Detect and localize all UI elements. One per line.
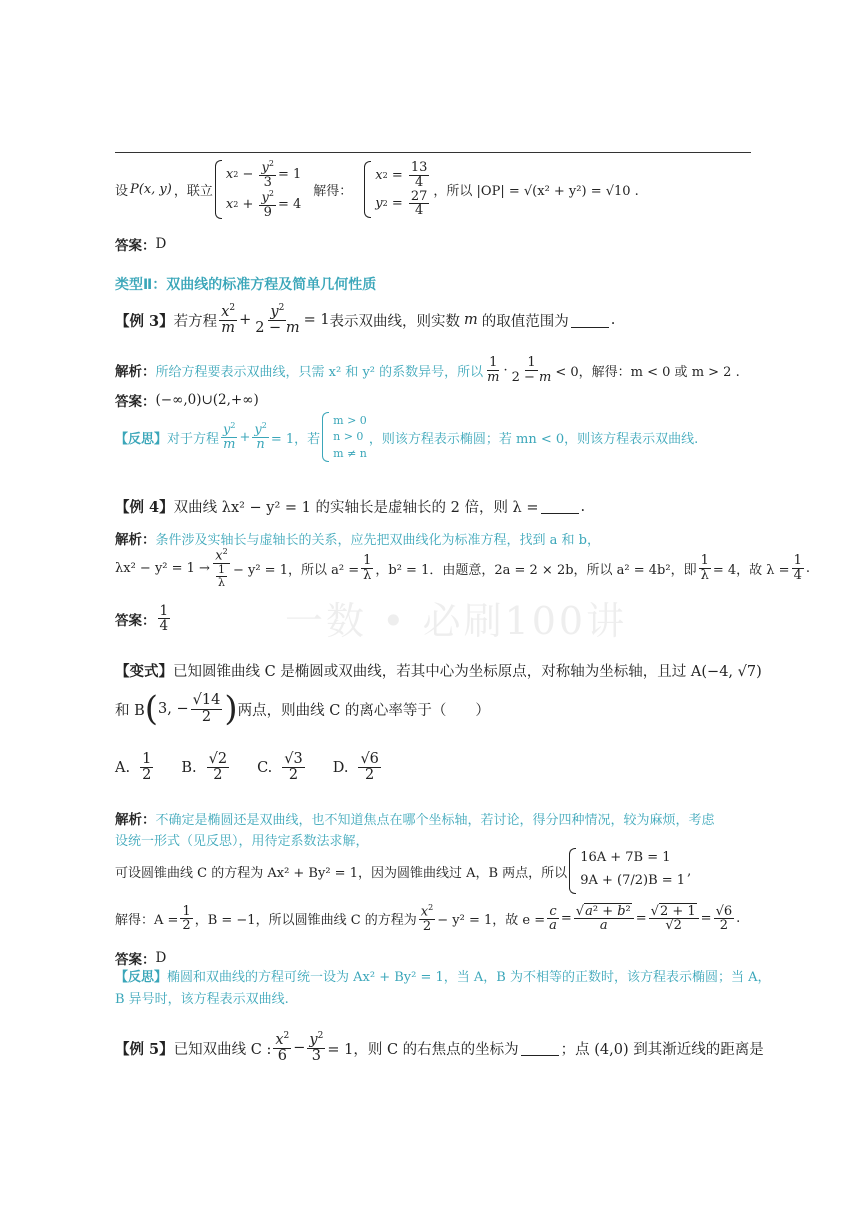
header-rule [115,152,751,153]
reflection-variant-2: B 异号时，该方程表示双曲线. [115,992,289,1007]
variant-line-2: 和 B ( 3, − $\frac{√14}{2}$ ) 两点，则曲线 C 的离心率等于（ ） [115,689,490,729]
answer-3: 答案： (−∞,0)∪(2,+∞) [115,392,259,410]
analysis-3: 解析： 所给方程要表示双曲线，只需 x² 和 y² 的系数异号，所以 $\frac{1}{m}$ · $\frac{1}{2 - m}$ < 0，解得：m < 0 或 m > 2 . [115,355,740,385]
reflection-3: 【反思】 对于方程 $\frac{y^2}{m}$ + $\frac{y^2}{n}$ = 1，若 m > 0 n > 0 m ≠ n ，则该方程表示椭圆；若 mn < 0，则该方程表示双曲线. [115,413,699,461]
equation-system: x 2 − $\frac{y^2}{3}$ = 1 x 2 + $\frac{y^2}{9}$ = 4 [215,160,301,219]
variant-problem: 【变式】 已知圆锥曲线 C 是椭圆或双曲线，若其中心为坐标原点，对称轴为坐标轴，且过 A(−4, √7) [115,663,762,680]
options-row [115,752,383,783]
analysis-4: 解析： 条件涉及实轴长与虚轴长的关系，应先把双曲线化为标准方程，找到 a 和 b， [115,532,600,548]
option-d[interactable]: D. $\frac{√6}{2}$ [332,751,379,784]
analysis-variant-3: 可设圆锥曲线 C 的方程为 Ax² + By² = 1，因为圆锥曲线过 A，B 两点，所以 16A + 7B = 1 9A + (7/2)B = 1 , [115,848,691,894]
solution-system: x 2 = $\frac{13}{4}$ y 2 = $\frac{27}{4}$ [364,161,431,218]
section-title: 类型Ⅱ：双曲线的标准方程及简单几何性质 [115,277,377,293]
example-3: 【例 3】 若方程 $\frac{x^2}{m}$ + $\frac{y^2}{2 - m}$ = 1 表示双曲线，则实数 m 的取值范围为 . [115,303,616,337]
analysis-variant-2: 设统一形式（见反思），用待定系数法求解， [115,834,369,849]
answer-variant: 答案： D [115,950,167,968]
option-a[interactable]: A. $\frac{1}{2}$ [115,751,152,784]
example-4: 【例 4】 双曲线 λx² − y² = 1 的实轴长是虚轴长的 2 倍，则 λ = . [115,498,586,516]
solution-line-1: 设 P(x, y) ，联立 x 2 − $\frac{y^2}{3}$ = 1 x 2 + $\frac{y^2}{9}$ = 4 解得： x 2 = $\frac{13}{4}$ y 2 = $\frac{27}{4}$ ，所以 |OP| = √(x² + y²) = √10 . [115,159,639,220]
answer-1: 答案： D [115,236,167,254]
example-5: 【例 5】 已知双曲线 C : $\frac{x^2}{6}$ − $\frac{y^2}{3}$ = 1，则 C 的右焦点的坐标为 ；点 (4,0) 到其渐近线的距离是 [115,1031,764,1065]
answer-4: 答案： $\frac{1}{4}$ [115,603,169,635]
answer-blank[interactable] [521,1041,559,1056]
watermark: 一数 • 必刷100讲 [285,599,628,643]
option-c[interactable]: C. $\frac{√3}{2}$ [257,751,303,784]
analysis-variant-1: 解析： 不确定是椭圆还是双曲线，也不知道焦点在哪个坐标轴，若讨论，得分四种情况，较为麻烦，考虑 [115,812,715,828]
reflection-variant-1: 【反思】 椭圆和双曲线的方程可统一设为 Ax² + By² = 1，当 A，B 为不相等的正数时，该方程表示椭圆；当 A， [115,970,771,985]
derivation-4: λx² − y² = 1 → $\frac{x^2}{\frac{1}{\lambda}}$ − y² = 1，所以 a² = $\frac{1}{\lambda}$ ，b² = 1．由题意，2a = 2 × 2b，所以 a² = 4b²，即 $\frac{1}{\lambda}$ = 4，故 λ = $\frac{1}{4}$ . [115,547,810,589]
option-b[interactable]: B. $\frac{√2}{2}$ [181,751,228,784]
answer-blank[interactable] [571,313,609,328]
analysis-variant-4: 解得：A = $\frac{1}{2}$ ，B = −1，所以圆锥曲线 C 的方程为 $\frac{x^2}{2}$ − y² = 1，故 e = $\frac{c}{a}$ = $\frac{\text{√a² + b²}}{a}$ = $\frac{√2 + 1}{√2}$ = $\frac{√6}{2}$ . [115,903,741,934]
answer-blank[interactable] [541,499,579,514]
